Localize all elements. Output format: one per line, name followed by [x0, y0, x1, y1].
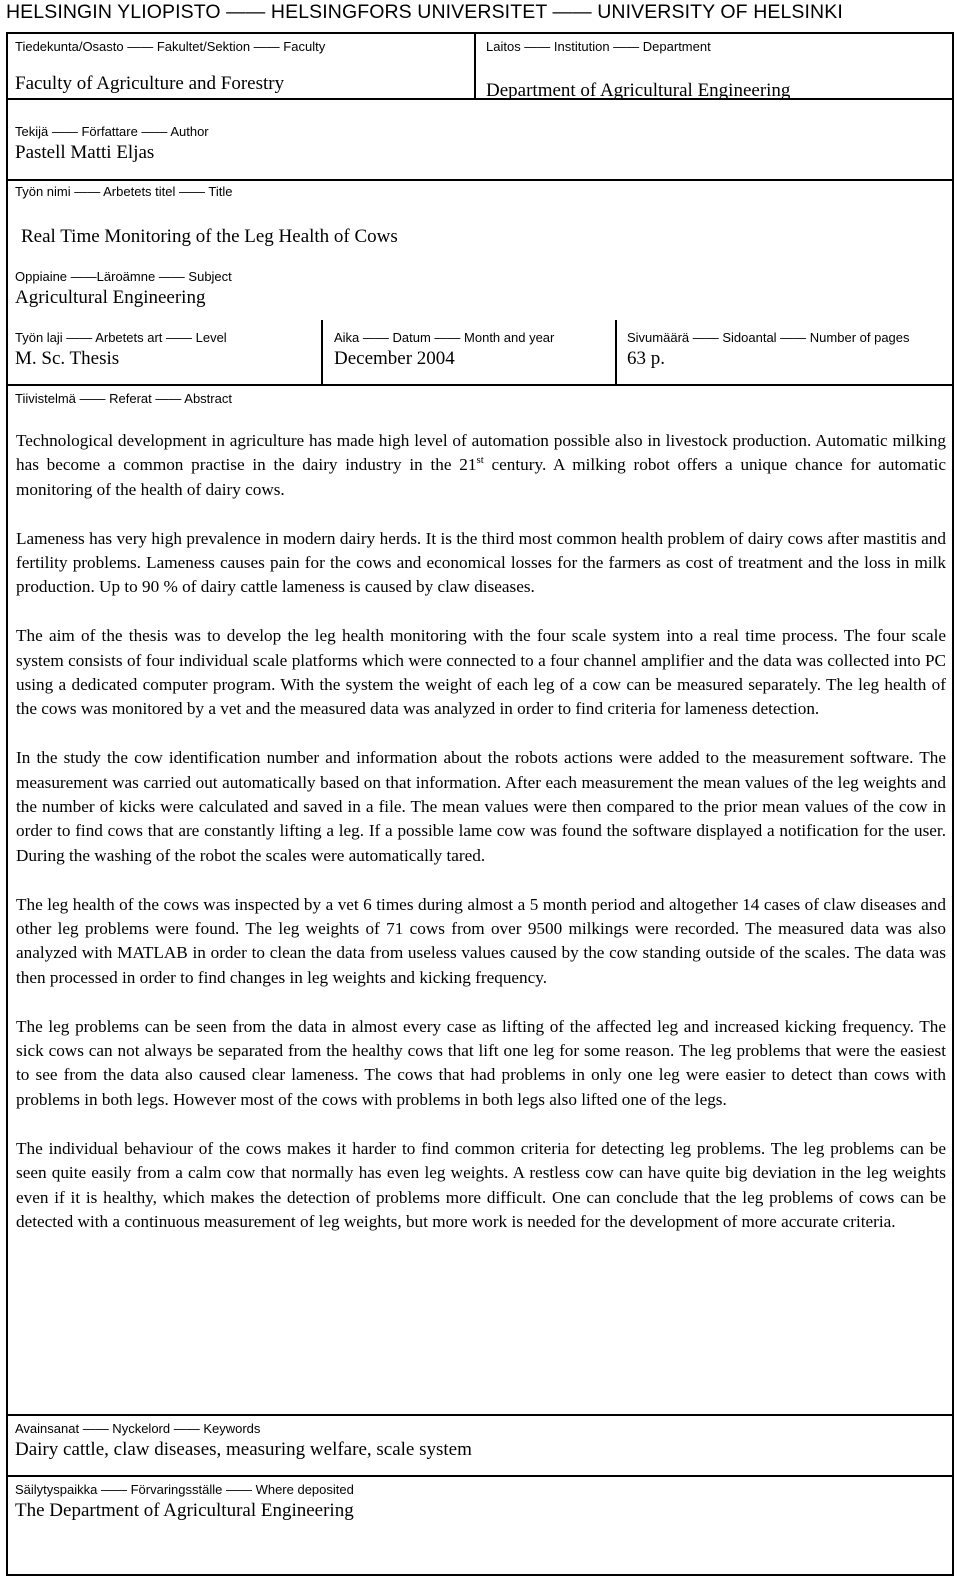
date-label: Aika —— Datum —— Month and year — [334, 330, 555, 345]
abstract-paragraph — [16, 429, 946, 502]
faculty-value: Faculty of Agriculture and Forestry — [15, 73, 285, 94]
level-value: M. Sc. Thesis — [15, 348, 120, 369]
divider — [8, 1414, 952, 1416]
divider — [8, 1475, 952, 1477]
deposited-label: Säilytyspaikka —— Förvaringsställe —— Where deposited — [15, 1482, 354, 1497]
level-label: Työn laji —— Arbetets art —— Level — [15, 330, 227, 345]
department-label: Laitos —— Institution —— Department — [486, 39, 711, 54]
date-value: December 2004 — [334, 348, 455, 369]
abstract-paragraph: The leg problems can be seen from the data in almost every case as lifting of the affected leg and increased kicking frequency. The sick cows can not always be separated from the healthy cows that lift one leg for some reason. The leg problems that were the easiest to see from the data also caused clear lameness. The cows that had problems in only one leg were easier to detect than cows with problems in both legs. However most of the cows with problems in both legs also lifted one of the legs. — [16, 1016, 946, 1109]
author-label: Tekijä —— Författare —— Author — [15, 124, 209, 139]
divider — [321, 320, 323, 384]
abstract-text: Technological development in agriculture has made high level of automation possible also in livestock production. Automatic milking has become a common practise in the dairy industry in the 21 — [16, 431, 946, 475]
subject-value: Agricultural Engineering — [15, 287, 206, 308]
divider — [615, 320, 617, 384]
thesis-title: Real Time Monitoring of the Leg Health of Cows — [21, 226, 398, 247]
abstract-body — [16, 429, 946, 1259]
abstract-paragraph: The leg health of the cows was inspected by a vet 6 times during almost a 5 month period and altogether 14 cases of claw diseases and other leg problems were found. The leg weights of 71 cows from over 9500 milkings were recorded. The measured data was also analyzed with MATLAB in order to clean the data from useless values caused by the cow standing outside of the scales. The data was then processed in order to find changes in leg weights and kicking frequency. — [16, 894, 946, 987]
author-value: Pastell Matti Eljas — [15, 142, 155, 163]
department-value: Department of Agricultural Engineering — [486, 80, 791, 101]
abstract-label: Tiivistelmä —— Referat —— Abstract — [15, 391, 232, 406]
abstract-paragraph: The individual behaviour of the cows makes it harder to find common criteria for detecting leg problems. The leg problems can be seen quite easily from a calm cow that normally has even leg weights. A restless cow can have quite big deviation in the leg weights even if it is healthy, which makes the detection of problems more difficult. One can conclude that the leg problems of cows can be detected with a continuous measurement of leg weights, but more work is needed for the development of more accurate criteria. — [16, 1138, 946, 1231]
abstract-paragraph: The aim of the thesis was to develop the leg health monitoring with the four scale system into a real time process. The four scale system consists of four individual scale platforms which were connected to a four channel amplifier and the data was collected into PC using a dedicated computer program. With the system the weight of each leg of a cow can be measured separately. The leg health of the cows was monitored by a vet and the measured data was analyzed in order to find criteria for lameness detection. — [16, 626, 946, 719]
keywords-value: Dairy cattle, claw diseases, measuring welfare, scale system — [15, 1439, 472, 1460]
pages-value: 63 p. — [627, 348, 665, 369]
subject-label: Oppiaine ——Läroämne —— Subject — [15, 269, 232, 284]
abstract-text: century. A milking robot offers a unique chance for automatic monitoring of the health of dairy cows. — [16, 455, 946, 499]
title-label: Työn nimi —— Arbetets titel —— Title — [15, 184, 233, 199]
divider — [474, 34, 476, 98]
abstract-paragraph: In the study the cow identification number and information about the robots actions were added to the measurement software. The measurement was carried out automatically based on that information. After each measurement the mean values of the leg weights and the number of kicks were calculated and saved in a file. The mean values were then compared to the prior mean values of the cow in order to find cows that are constantly lifting a leg. If a possible lame cow was found the software displayed a notification for the user. During the washing of the robot the scales were automatically tared. — [16, 748, 946, 865]
keywords-label: Avainsanat —— Nyckelord —— Keywords — [15, 1421, 261, 1436]
thesis-abstract-form — [6, 32, 954, 1576]
divider — [8, 179, 952, 181]
university-header: HELSINGIN YLIOPISTO —— HELSINGFORS UNIVERSITET —— UNIVERSITY OF HELSINKI — [6, 1, 843, 23]
deposited-value: The Department of Agricultural Engineering — [15, 1500, 354, 1521]
faculty-label: Tiedekunta/Osasto —— Fakultet/Sektion —— Faculty — [15, 39, 326, 54]
divider — [8, 98, 952, 100]
superscript: st — [476, 454, 484, 467]
divider — [8, 384, 952, 386]
pages-label: Sivumäärä —— Sidoantal —— Number of pages — [627, 330, 910, 345]
abstract-paragraph: Lameness has very high prevalence in modern dairy herds. It is the third most common health problem of dairy cows after mastitis and fertility problems. Lameness causes pain for the cows and economical losses for the farmers as cost of treatment and the loss in milk production. Up to 90 % of dairy cattle lameness is caused by claw diseases. — [16, 528, 946, 597]
